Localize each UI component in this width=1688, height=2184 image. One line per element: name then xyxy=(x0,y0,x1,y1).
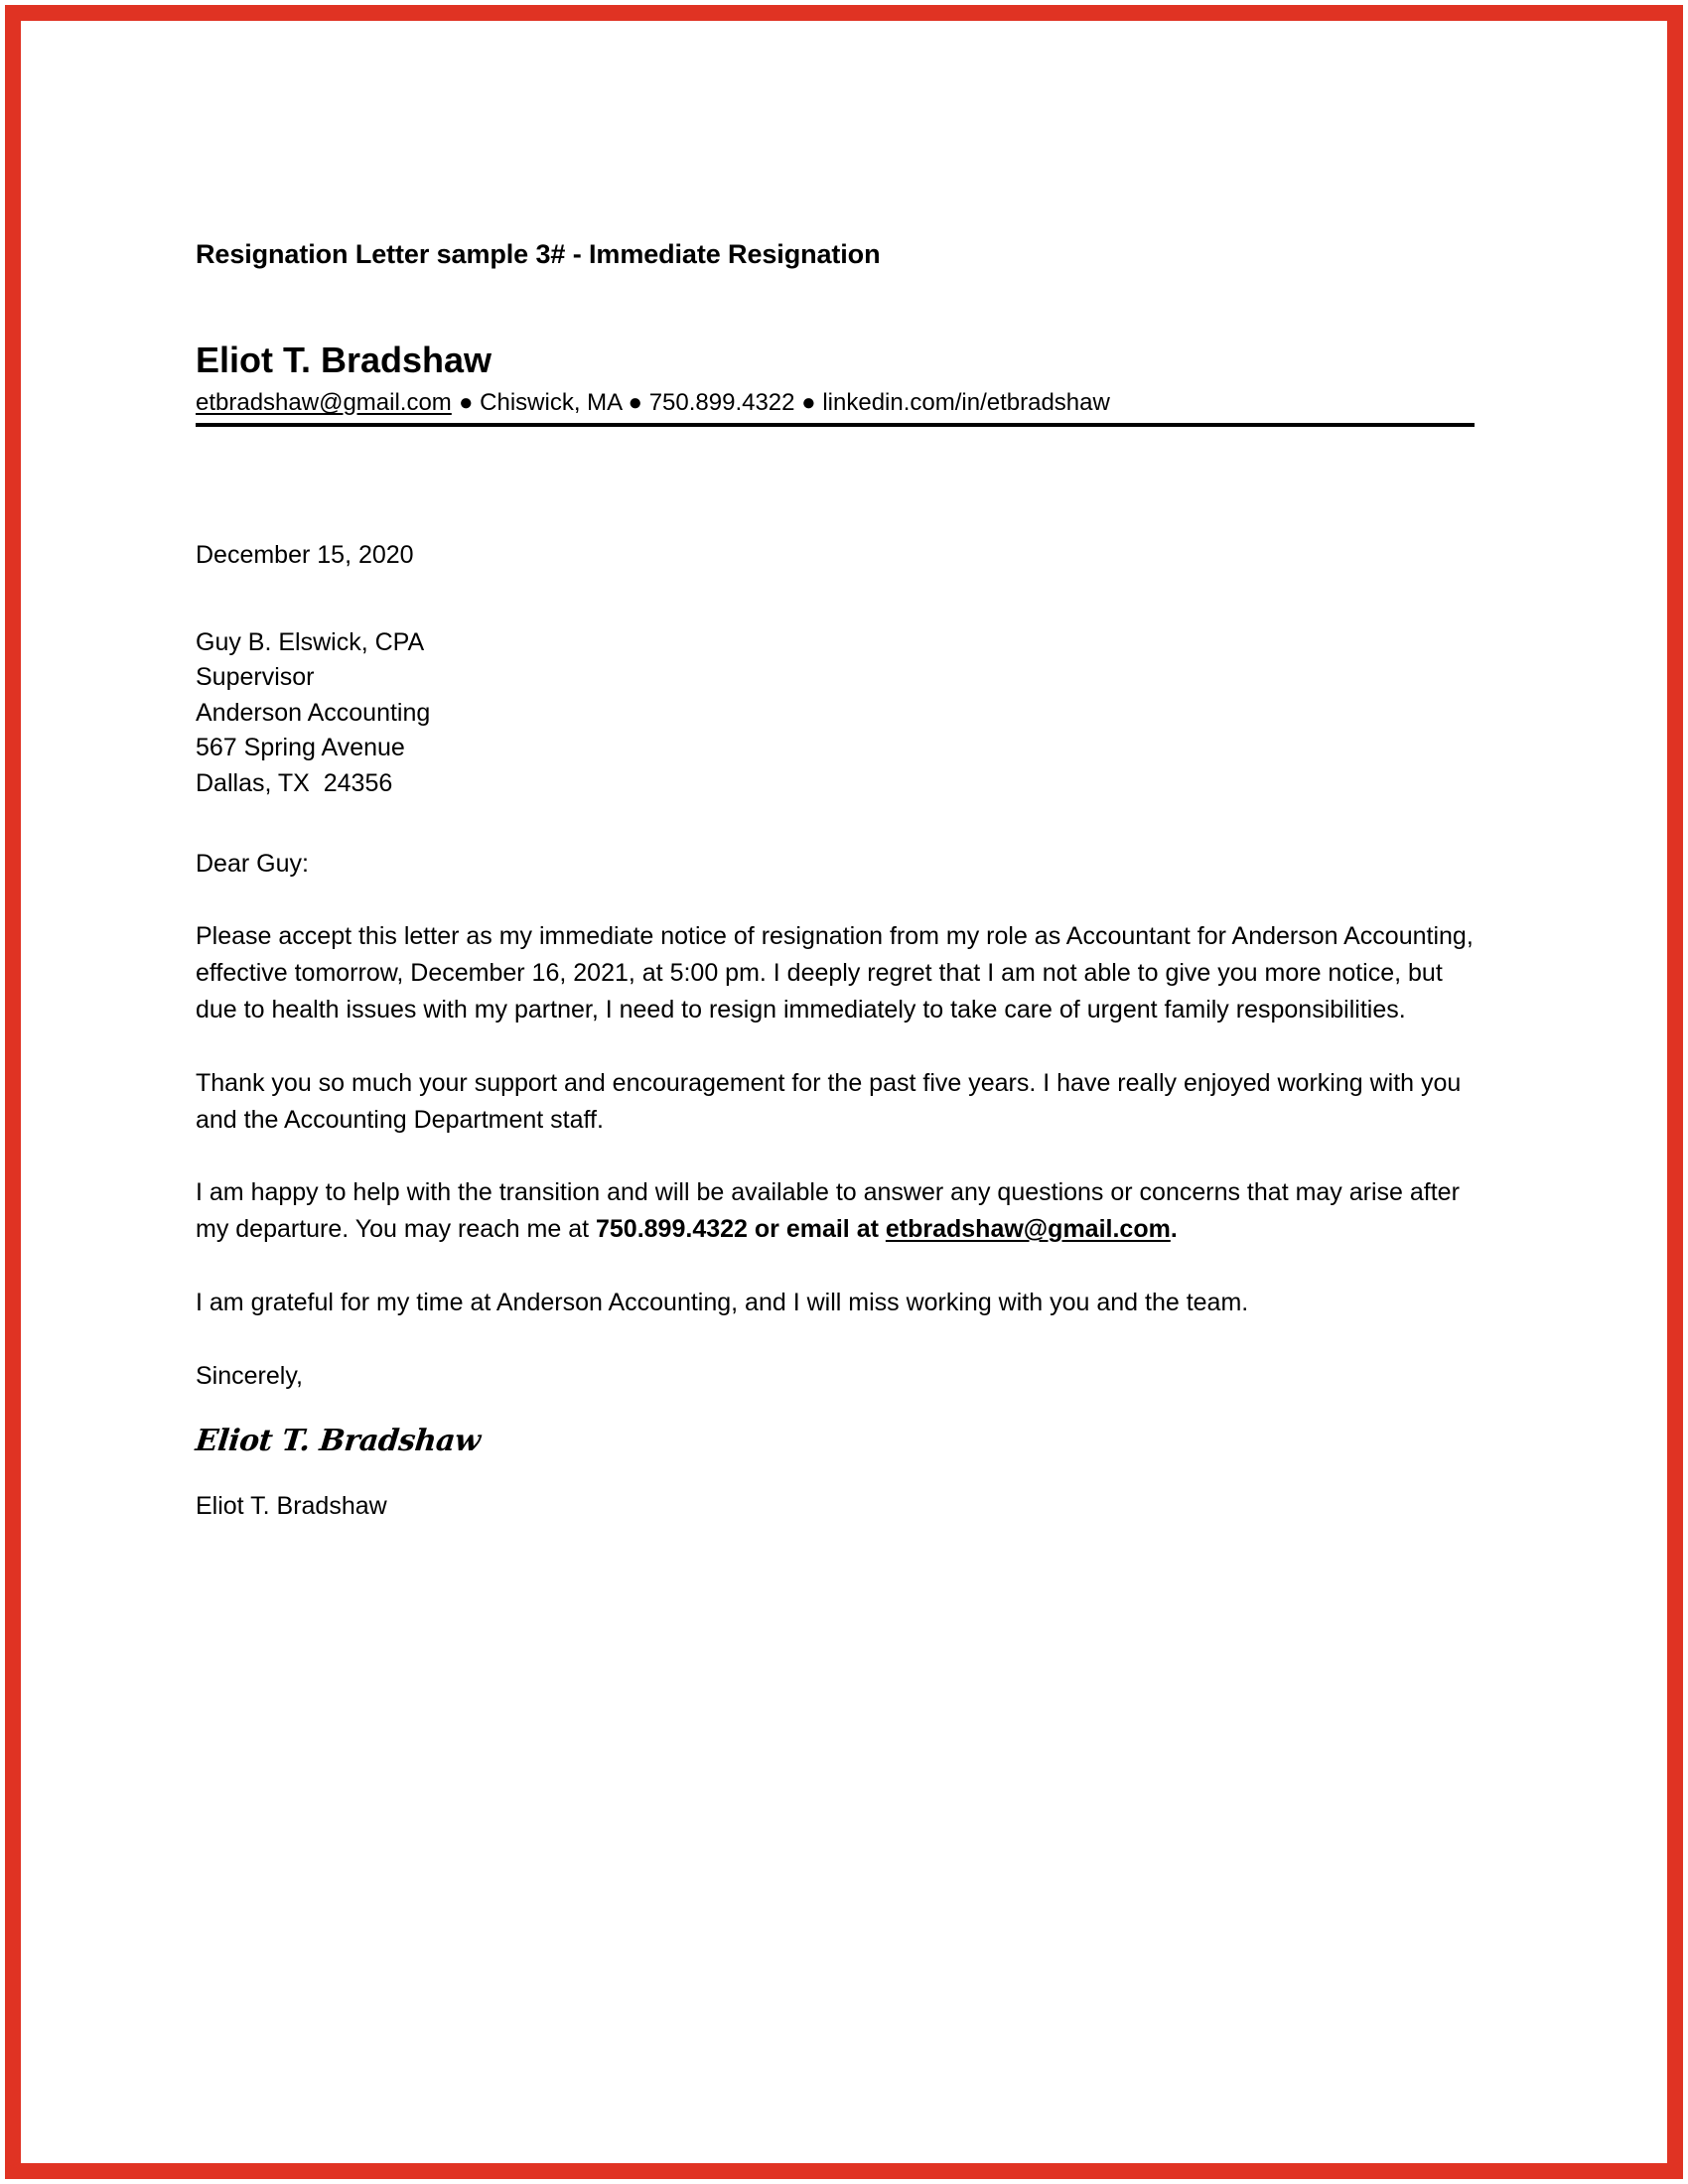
body-paragraph-4: I am grateful for my time at Anderson Accounting, and I will miss working with you and the team. xyxy=(196,1288,1249,1316)
salutation: Dear Guy: xyxy=(196,850,309,879)
letter-date: December 15, 2020 xyxy=(196,541,414,570)
sender-linkedin-link[interactable]: linkedin.com/in/etbradshaw xyxy=(822,389,1110,417)
sender-contact-line xyxy=(196,387,1496,418)
closing-salutation: Sincerely, xyxy=(196,1361,303,1390)
bullet-separator-3: ● xyxy=(801,389,816,417)
paragraph-3-period: . xyxy=(1170,1215,1178,1244)
bullet-separator-2: ● xyxy=(628,389,643,417)
recipient-street: 567 Spring Avenue xyxy=(196,734,405,762)
letterhead-divider xyxy=(196,423,1475,427)
bullet-separator-1: ● xyxy=(458,389,474,417)
paragraph-3-lead-text: I am happy to help with the transition and will be available to answer any questions or concerns that may arise after my departure. You may reach me at xyxy=(196,1178,1460,1244)
sender-name: Eliot T. Bradshaw xyxy=(196,339,492,380)
sender-email-link[interactable]: etbradshaw@gmail.com xyxy=(196,389,452,417)
recipient-title: Supervisor xyxy=(196,663,315,692)
letter-content xyxy=(196,238,1496,1525)
handwritten-signature: Eliot T. Bradshaw xyxy=(194,1424,483,1459)
recipient-address-block xyxy=(196,625,1496,802)
contact-email-emphasis[interactable]: etbradshaw@gmail.com xyxy=(885,1215,1171,1244)
letterhead xyxy=(196,340,1496,428)
letter-sheet xyxy=(21,21,1667,2163)
body-paragraph-1: Please accept this letter as my immediate notice of resignation from my role as Accountant for Anderson Accounting, effective tomorrow, December 16, 2021, at 5:00 pm. I deeply regret that I am not able to give you more notice, but due to health issues with my partner, I need to resign immediately to take care of urgent family responsibilities. xyxy=(196,921,1474,1024)
recipient-name: Guy B. Elswick, CPA xyxy=(196,627,425,656)
sender-location: Chiswick, MA xyxy=(480,389,622,417)
body-paragraph-2: Thank you so much your support and encouragement for the past five years. I have really enjoyed working with you and the Accounting Department staff. xyxy=(196,1068,1462,1134)
recipient-company: Anderson Accounting xyxy=(196,698,431,727)
body-paragraph-3 xyxy=(196,1174,1486,1249)
document-title: Resignation Letter sample 3# - Immediate Resignation xyxy=(196,239,881,269)
recipient-city-state-zip: Dallas, TX 24356 xyxy=(196,768,393,797)
contact-phone-emphasis: 750.899.4322 or email at xyxy=(596,1215,886,1244)
sender-phone: 750.899.4322 xyxy=(648,389,795,417)
typed-signer-name: Eliot T. Bradshaw xyxy=(196,1492,387,1521)
